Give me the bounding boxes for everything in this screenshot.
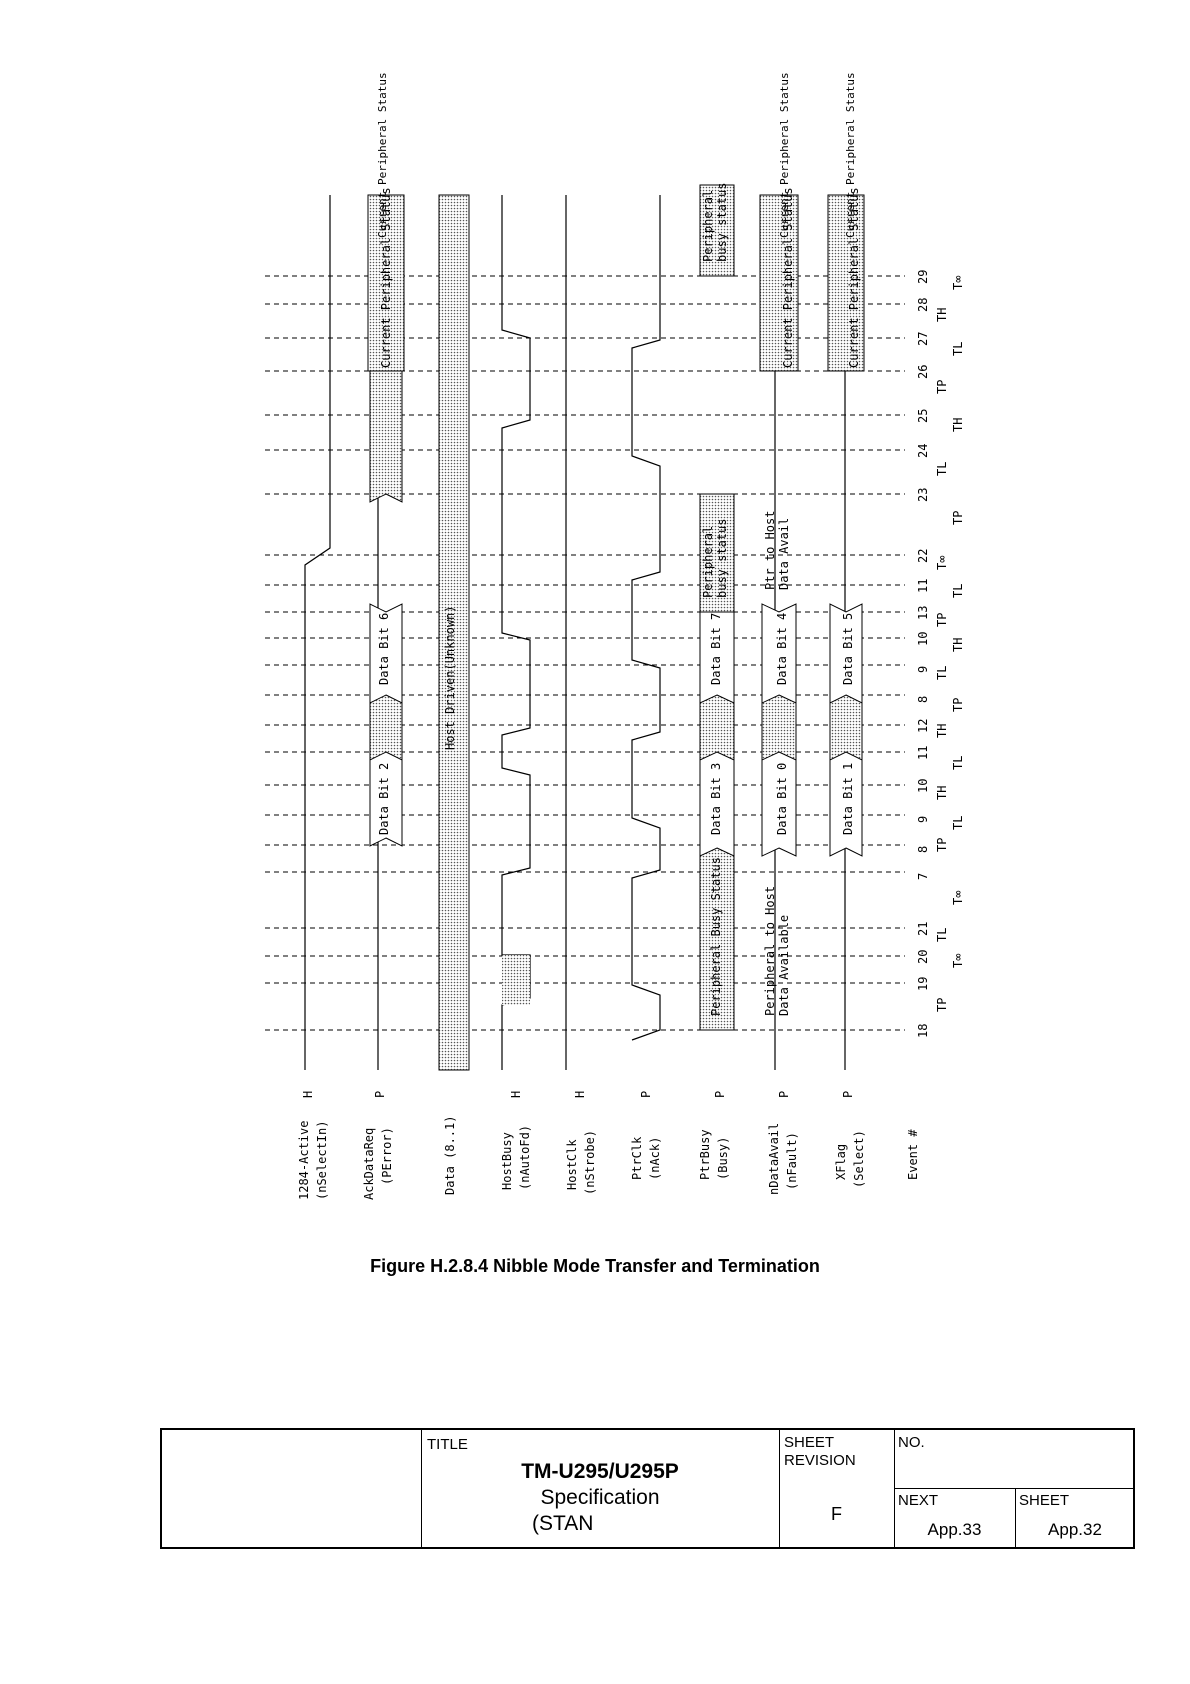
annotation-data-bit-7: Data Bit 7 (709, 612, 723, 685)
timing-label-21: T∞ (951, 275, 965, 290)
signal-driver-hostbusy: H (509, 1090, 523, 1098)
title-block (160, 1428, 1135, 1549)
timing-label-13: TL (951, 583, 965, 598)
signal-alias-ptrclk: (nAck) (648, 1136, 662, 1180)
event-number-20: 27 (916, 331, 930, 346)
signal-label-event: Event # (906, 1129, 920, 1180)
annotation-data-bit-0: Data Bit 0 (775, 762, 789, 835)
signal-alias-ackdatareq: (PError) (380, 1127, 394, 1185)
annotation-data-bit-6: Data Bit 6 (377, 612, 391, 685)
timing-label-5: TL (951, 815, 965, 830)
event-number-19: 26 (916, 364, 930, 379)
timing-label-14: T∞ (935, 555, 949, 570)
annotation-current-status-ackdatareq: Current Peripheral Status (379, 187, 393, 368)
event-number-18: 25 (916, 408, 930, 423)
annotation-current-status-ndataavail: Current Peripheral Status (781, 187, 795, 368)
event-number-3: 21 (916, 921, 930, 936)
event-number-2: 20 (916, 949, 930, 964)
no-label: NO. (898, 1434, 925, 1451)
sheet-label-line1: SHEET (784, 1434, 835, 1451)
signal-driver-ackdatareq: P (373, 1090, 387, 1098)
signal-label-ackdatareq: AckDataReq (362, 1127, 376, 1200)
event-dashed-lines (265, 276, 905, 1030)
event-number-13: 13 (916, 605, 930, 620)
trace-1284-active (305, 195, 330, 1070)
annotation-data-bit-4: Data Bit 4 (775, 612, 789, 685)
annotation-peripheral-busy-2a: Peripheral (701, 189, 715, 262)
event-number-4: 7 (916, 872, 930, 880)
event-number-21: 28 (916, 297, 930, 312)
annotation-data-bit-3: Data Bit 3 (709, 762, 723, 835)
event-number-6: 9 (916, 815, 930, 823)
annotation-peripheral-busy-1a: Peripheral (701, 525, 715, 598)
revision-value: F (831, 1504, 842, 1524)
timing-label-19: TL (951, 341, 965, 356)
annotation-current-status-xflag: Current Peripheral Status (847, 187, 861, 368)
event-number-11: 9 (916, 665, 930, 673)
annotation-host-driven: Host Driven(Unknown) (443, 605, 457, 750)
signal-label-xflag: XFlag (834, 1143, 848, 1180)
signal-alias-hostbusy: (nAutoFd) (518, 1124, 532, 1190)
annotation-peripheral-busy-status: Peripheral Busy Status (709, 857, 723, 1016)
signal-label-ptrclk: PtrClk (630, 1136, 644, 1180)
annotation-data-bit-5: Data Bit 5 (841, 612, 855, 685)
annotation-peripheral-busy-1b: busy status (715, 518, 729, 598)
signal-alias-xflag: (Select) (852, 1130, 866, 1188)
timing-label-2: TL (935, 927, 949, 942)
signal-driver-hostclk: H (573, 1090, 587, 1098)
signal-label-1284-active: 1284-Active (297, 1120, 311, 1200)
timing-label-20: TH (935, 307, 949, 322)
ackdatareq-shade-b (370, 363, 402, 502)
signal-driver-1284-active: H (301, 1090, 315, 1098)
event-number-0: 18 (916, 1023, 930, 1038)
timing-label-10: TL (935, 665, 949, 680)
annotation-data-bit-2: Data Bit 2 (377, 762, 391, 835)
sheet-revision-label (784, 1434, 856, 1470)
timing-label-15: TP (951, 510, 965, 525)
sheet-label-line2: REVISION (784, 1452, 856, 1469)
event-number-1: 19 (916, 976, 930, 991)
timing-label-11: TH (951, 637, 965, 652)
title-line3: (STAN (532, 1512, 594, 1535)
timing-label-6: TH (935, 785, 949, 800)
timing-label-9: TP (951, 697, 965, 712)
signal-driver-xflag: P (841, 1090, 855, 1098)
timing-label-18: TP (935, 379, 949, 394)
event-number-7: 10 (916, 778, 930, 793)
signal-labels (297, 1091, 920, 1200)
event-number-22: 29 (916, 269, 930, 284)
signal-label-ndataavail: nDataAvail (767, 1122, 781, 1195)
title-line2: Specification (540, 1486, 660, 1509)
timing-label-1: T∞ (951, 953, 965, 968)
event-number-9: 12 (916, 718, 930, 733)
timing-label-17: TH (951, 417, 965, 432)
sheet-value: App.32 (1048, 1520, 1102, 1539)
event-number-12: 10 (916, 631, 930, 646)
timing-label-16: TL (935, 461, 949, 476)
next-label: NEXT (898, 1492, 939, 1509)
event-number-15: 22 (916, 548, 930, 563)
signal-alias-hostclk: (nStrobe) (583, 1129, 597, 1195)
trace-hostbusy (502, 195, 530, 1070)
timing-label-4: TP (935, 837, 949, 852)
signal-label-data: Data (8..1) (443, 1115, 457, 1195)
next-value: App.33 (927, 1520, 982, 1539)
annotation-ptr-to-host-1: Ptr to Host (763, 510, 777, 590)
timing-label-0: TP (935, 997, 949, 1012)
signal-driver-ptrbusy: P (713, 1090, 727, 1098)
annotation-data-bit-1: Data Bit 1 (841, 762, 855, 835)
hostbusy-shade (502, 955, 530, 1005)
event-number-labels (916, 270, 930, 1038)
event-number-8: 11 (916, 745, 930, 760)
annotation-current-status-ndataavail-top: Current Peripheral Status (778, 72, 791, 238)
title-line1: TM-U295/U295P (521, 1460, 679, 1483)
title-label: TITLE (427, 1436, 468, 1453)
sheet-label: SHEET (1019, 1492, 1070, 1509)
annotation-ptr-to-host-2: Data Avail (777, 517, 791, 590)
signal-label-hostbusy: HostBusy (500, 1132, 514, 1190)
signal-label-ptrbusy: PtrBusy (698, 1129, 712, 1180)
timing-labels (935, 276, 965, 1012)
event-number-10: 8 (916, 695, 930, 703)
signal-label-hostclk: HostClk (565, 1139, 579, 1190)
event-number-17: 24 (916, 443, 930, 458)
event-number-16: 23 (916, 487, 930, 502)
figure-caption: Figure H.2.8.4 Nibble Mode Transfer and Termination (370, 1256, 820, 1276)
timing-label-8: TH (935, 723, 949, 738)
event-number-14: 11 (916, 578, 930, 593)
signal-alias-ndataavail: (nFault) (785, 1132, 799, 1190)
annotation-peripheral-to-host-1: Peripheral to Host (763, 885, 777, 1016)
signal-alias-1284-active: (nSelectIn) (315, 1120, 329, 1200)
timing-label-12: TP (935, 612, 949, 627)
signal-driver-ndataavail: P (777, 1090, 791, 1098)
signal-alias-ptrbusy: (Busy) (716, 1136, 730, 1180)
trace-ptrclk (632, 195, 660, 1040)
annotation-current-status-xflag-top: Current Peripheral Status (844, 72, 857, 238)
event-number-5: 8 (916, 845, 930, 853)
signal-driver-ptrclk: P (639, 1090, 653, 1098)
annotation-peripheral-to-host-2: Data Available (777, 914, 791, 1016)
annotation-peripheral-busy-2b: busy status (715, 182, 729, 262)
timing-label-7: TL (951, 755, 965, 770)
timing-label-3: T∞ (951, 890, 965, 905)
annotation-current-status-ackdatareq-top: Current Peripheral Status (376, 72, 389, 238)
